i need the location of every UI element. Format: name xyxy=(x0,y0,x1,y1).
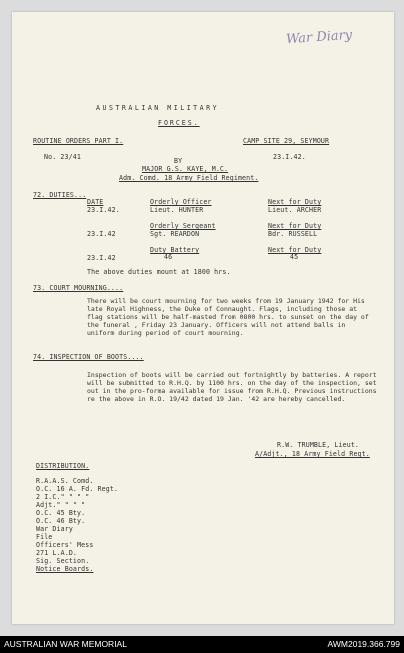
distribution-item: O.C. 46 Bty. xyxy=(36,517,86,525)
distribution-item: R.A.A.S. Comd. xyxy=(36,477,94,485)
next-duty-header-3: Next for Duty xyxy=(268,246,322,254)
distribution-item: War Diary xyxy=(36,525,73,533)
distribution-item: Sig. Section. xyxy=(36,557,90,565)
distribution-item: File xyxy=(36,533,53,541)
distribution-item: O.C. 16 A. Fd. Regt. xyxy=(36,485,119,493)
next-duty-header-1: Next for Duty xyxy=(268,198,322,206)
duties-heading: 72. DUTIES... xyxy=(33,191,87,199)
order-number: No. 23/41 xyxy=(44,153,81,161)
distribution-item: Adjt." " " " xyxy=(36,501,86,509)
signature-role: A/Adjt., 18 Army Field Regt. xyxy=(255,450,370,458)
duty-battery-header: Duty Battery xyxy=(150,246,200,254)
footer-bar xyxy=(0,636,404,653)
duty-date-header: DATE xyxy=(87,198,104,206)
duties-note: The above duties mount at 1800 hrs. xyxy=(87,268,231,276)
orderly-sergeant-name: Sgt. REARDON xyxy=(150,230,200,238)
distribution-item: 271 L.A.D. xyxy=(36,549,78,557)
camp-site: CAMP SITE 29, SEYMOUR xyxy=(243,137,330,145)
next-officer-name: Lieut. ARCHER xyxy=(268,206,322,214)
duty-date-2: 23.I.42 xyxy=(87,230,116,238)
orderly-sergeant-header: Orderly Sergeant xyxy=(150,222,216,230)
distribution-item: 2 I.C." " " " xyxy=(36,493,90,501)
title-line-1: AUSTRALIAN MILITARY xyxy=(96,104,220,112)
boots-heading: 74. INSPECTION OF BOOTS.... xyxy=(33,353,144,361)
next-battery-number: 45 xyxy=(290,253,299,261)
signature-name: R.W. TRUMBLE, Lieut. xyxy=(277,441,360,449)
distribution-item: Notice Boards. xyxy=(36,565,94,573)
next-sergeant-name: Bdr. RUSSELL xyxy=(268,230,318,238)
distribution-heading: DISTRIBUTION. xyxy=(36,462,90,470)
duty-battery-number: 46 xyxy=(164,253,173,261)
routine-orders-label: ROUTINE ORDERS PART I. xyxy=(33,137,124,145)
orderly-officer-name: Lieut. HUNTER xyxy=(150,206,204,214)
boots-text: Inspection of boots will be carried out fortnightly by batteries. A report will be submitted to R.H.Q. by 1100 hrs. on the day of the inspection, set out in the pro-forma available for issue from R.H.Q. Previous instructions re the above in R.O. 19/42 dated 19 Jan. '42 are hereby cancelled. xyxy=(87,371,377,403)
order-date: 23.I.42. xyxy=(273,153,306,161)
by-label: BY xyxy=(174,157,183,165)
mourning-text: There will be court mourning for two weeks from 19 January 1942 for His late Royal Highness, the Duke of Connaught. Flags, including those at flag stations will be half-masted from 0800 hrs. to sunset on the day of the funeral , Friday 23 January. Officers will not attend balls in uniform during period of court mourning. xyxy=(87,297,369,337)
major-name: MAJOR G.S. KAYE, M.C. xyxy=(142,165,229,173)
duty-date-3: 23.I.42 xyxy=(87,254,116,262)
title-line-2: FORCES. xyxy=(158,119,200,127)
footer-institution: AUSTRALIAN WAR MEMORIAL xyxy=(4,639,127,649)
next-duty-header-2: Next for Duty xyxy=(268,222,322,230)
mourning-heading: 73. COURT MOURNING.... xyxy=(33,284,124,292)
adm-comd: Adm. Comd. 18 Army Field Regiment. xyxy=(119,174,259,182)
distribution-item: O.C. 45 Bty. xyxy=(36,509,86,517)
distribution-item: Officers' Mess xyxy=(36,541,94,549)
orderly-officer-header: Orderly Officer xyxy=(150,198,212,206)
handwritten-annotation: War Diary xyxy=(285,27,353,48)
footer-accession-number: AWM2019.366.799 xyxy=(327,639,400,649)
duty-date-1: 23.I.42. xyxy=(87,206,120,214)
